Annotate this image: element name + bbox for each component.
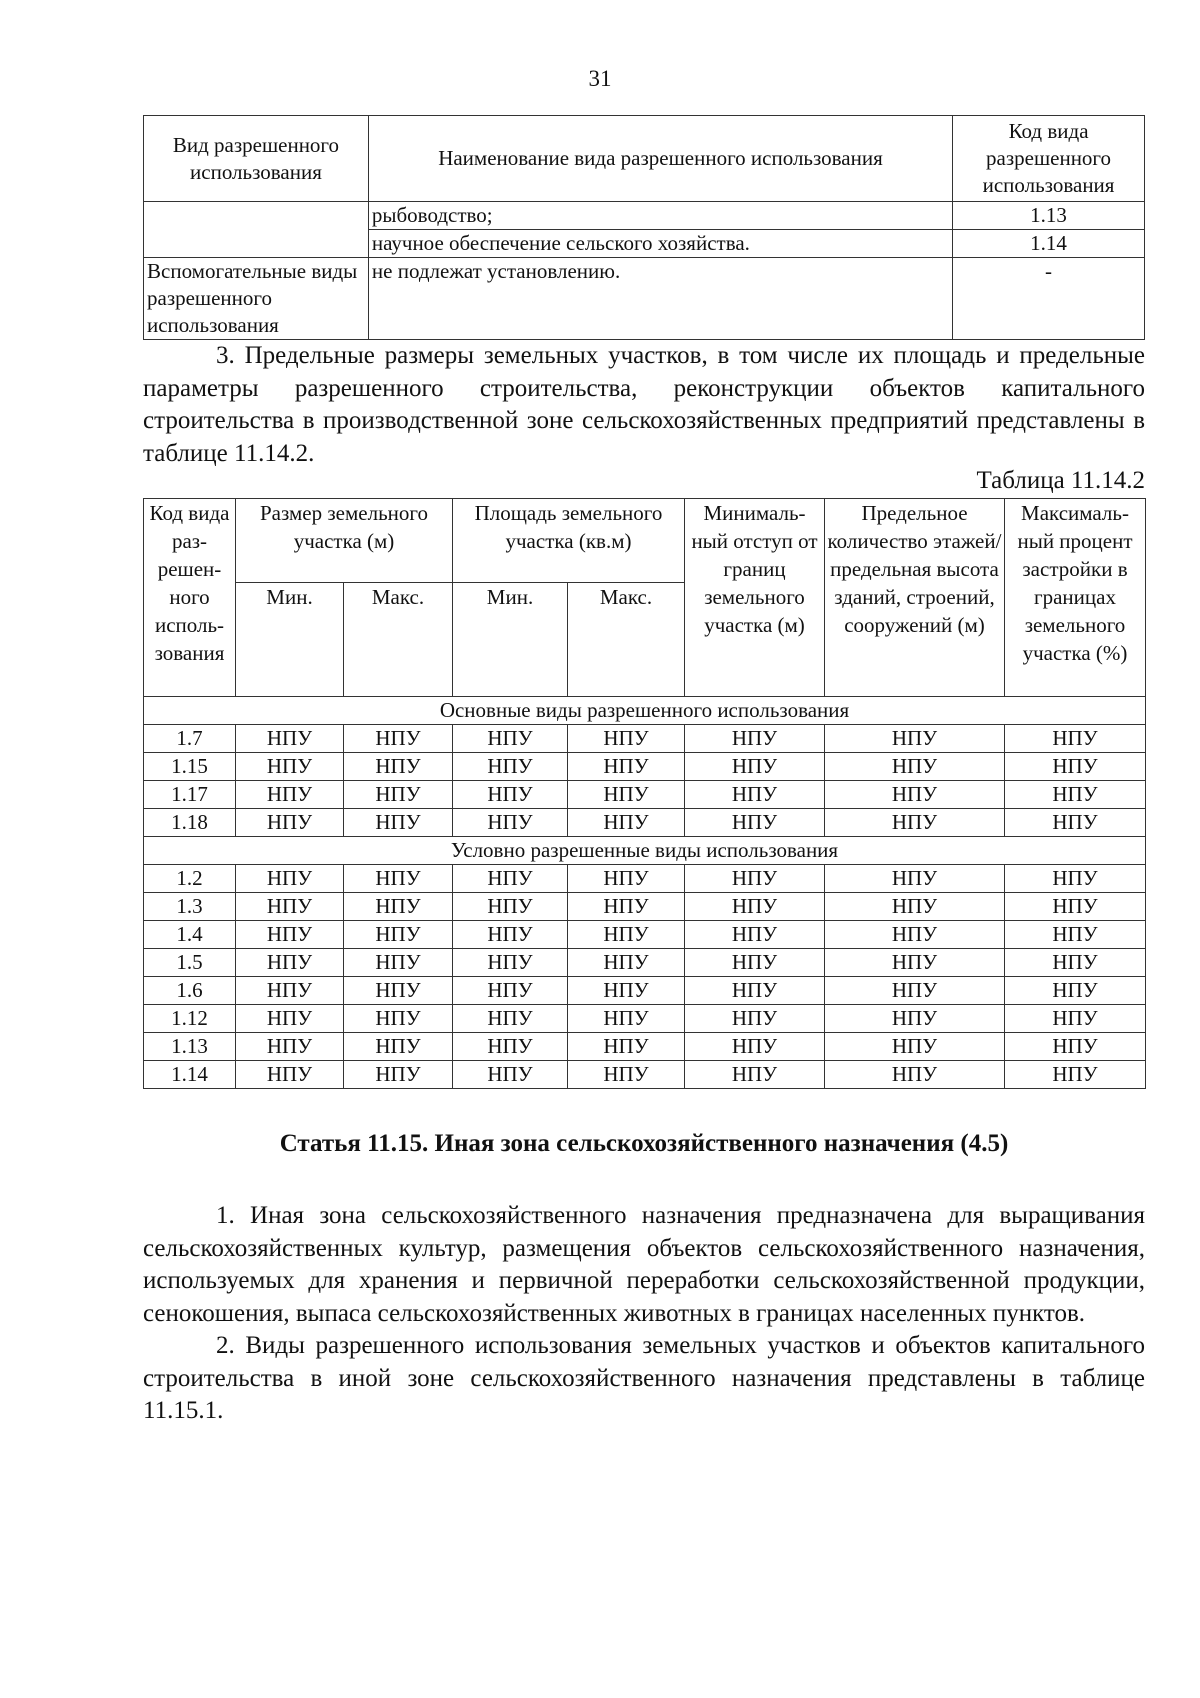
value-cell: НПУ	[1005, 809, 1146, 837]
value-cell: НПУ	[236, 809, 344, 837]
value-cell: НПУ	[1005, 865, 1146, 893]
table-row	[144, 921, 1146, 949]
value-cell: НПУ	[453, 1005, 568, 1033]
code-cell: 1.5	[144, 949, 236, 977]
value-cell: НПУ	[453, 781, 568, 809]
paragraph-3: 3. Предельные размеры земельных участков, в том числе их площадь и предельные параметры разрешенного строительства, реконструкции объектов капитального строительства в производственной зоне сельскохозяйственных предприятий представлены в таблице 11.14.2.	[143, 342, 1145, 467]
value-cell: НПУ	[453, 1033, 568, 1061]
value-cell: НПУ	[1005, 753, 1146, 781]
header-coverage: Максималь- ный процент застройки в границах земельного участка (%)	[1005, 499, 1146, 697]
use-name-cell: рыбоводство;	[368, 202, 952, 230]
value-cell: НПУ	[825, 977, 1005, 1005]
value-cell: НПУ	[568, 753, 685, 781]
value-cell: НПУ	[344, 1061, 453, 1089]
code-cell: 1.2	[144, 865, 236, 893]
value-cell: НПУ	[344, 1033, 453, 1061]
value-cell: НПУ	[568, 1005, 685, 1033]
table-row	[144, 1005, 1146, 1033]
value-cell: НПУ	[825, 1005, 1005, 1033]
article-text	[143, 1200, 1145, 1428]
use-code-cell: -	[953, 258, 1145, 340]
code-cell: 1.6	[144, 977, 236, 1005]
use-code-cell: 1.13	[953, 202, 1145, 230]
value-cell: НПУ	[685, 809, 825, 837]
value-cell: НПУ	[685, 1005, 825, 1033]
code-cell: 1.18	[144, 809, 236, 837]
value-cell: НПУ	[685, 1033, 825, 1061]
table-row	[144, 977, 1146, 1005]
value-cell: НПУ	[236, 1005, 344, 1033]
header-code: Код вида раз- решен- ного исполь- зования	[144, 499, 236, 697]
code-cell: 1.15	[144, 753, 236, 781]
table-row	[144, 258, 1145, 340]
table-row	[144, 865, 1146, 893]
value-cell: НПУ	[453, 977, 568, 1005]
value-cell: НПУ	[568, 977, 685, 1005]
use-kind-cell: Вспомогательные виды разрешенного использования	[144, 258, 369, 340]
value-cell: НПУ	[344, 781, 453, 809]
value-cell: НПУ	[236, 893, 344, 921]
value-cell: НПУ	[1005, 781, 1146, 809]
value-cell: НПУ	[236, 781, 344, 809]
value-cell: НПУ	[1005, 1061, 1146, 1089]
value-cell: НПУ	[236, 753, 344, 781]
value-cell: НПУ	[453, 865, 568, 893]
value-cell: НПУ	[568, 781, 685, 809]
code-cell: 1.17	[144, 781, 236, 809]
value-cell: НПУ	[1005, 977, 1146, 1005]
code-cell: 1.4	[144, 921, 236, 949]
value-cell: НПУ	[344, 921, 453, 949]
table-row	[144, 1033, 1146, 1061]
header-use-name: Наименование вида разрешенного использования	[368, 116, 952, 202]
value-cell: НПУ	[1005, 1005, 1146, 1033]
value-cell: НПУ	[344, 977, 453, 1005]
value-cell: НПУ	[236, 977, 344, 1005]
value-cell: НПУ	[825, 809, 1005, 837]
header-floors: Предельное количество этажей/ предельная высота зданий, строений, сооружений (м)	[825, 499, 1005, 697]
value-cell: НПУ	[825, 1033, 1005, 1061]
value-cell: НПУ	[1005, 725, 1146, 753]
value-cell: НПУ	[453, 1061, 568, 1089]
value-cell: НПУ	[236, 949, 344, 977]
value-cell: НПУ	[1005, 1033, 1146, 1061]
value-cell: НПУ	[344, 1005, 453, 1033]
header-size-max: Макс.	[344, 583, 453, 697]
table-row	[144, 781, 1146, 809]
value-cell: НПУ	[236, 921, 344, 949]
table-caption: Таблица 11.14.2	[976, 467, 1145, 494]
value-cell: НПУ	[236, 1061, 344, 1089]
value-cell: НПУ	[685, 1061, 825, 1089]
value-cell: НПУ	[568, 949, 685, 977]
header-area-min: Мин.	[453, 583, 568, 697]
code-cell: 1.7	[144, 725, 236, 753]
value-cell: НПУ	[568, 893, 685, 921]
table-row	[144, 893, 1146, 921]
value-cell: НПУ	[1005, 949, 1146, 977]
value-cell: НПУ	[344, 725, 453, 753]
value-cell: НПУ	[453, 753, 568, 781]
value-cell: НПУ	[453, 949, 568, 977]
value-cell: НПУ	[344, 865, 453, 893]
section-main: Основные виды разрешенного использования	[144, 697, 1146, 725]
table-row	[144, 949, 1146, 977]
value-cell: НПУ	[825, 949, 1005, 977]
header-use-kind: Вид разрешенного использования	[144, 116, 369, 202]
value-cell: НПУ	[453, 725, 568, 753]
value-cell: НПУ	[825, 1061, 1005, 1089]
value-cell: НПУ	[685, 977, 825, 1005]
table-row	[144, 809, 1146, 837]
value-cell: НПУ	[568, 809, 685, 837]
value-cell: НПУ	[453, 921, 568, 949]
value-cell: НПУ	[568, 1061, 685, 1089]
code-cell: 1.3	[144, 893, 236, 921]
value-cell: НПУ	[685, 781, 825, 809]
value-cell: НПУ	[825, 865, 1005, 893]
value-cell: НПУ	[568, 1033, 685, 1061]
use-code-cell: 1.14	[953, 230, 1145, 258]
value-cell: НПУ	[236, 1033, 344, 1061]
value-cell: НПУ	[568, 725, 685, 753]
value-cell: НПУ	[825, 725, 1005, 753]
value-cell: НПУ	[568, 921, 685, 949]
value-cell: НПУ	[685, 725, 825, 753]
article-paragraph-1: 1. Иная зона сельскохозяйственного назначения предназначена для выращивания сельскохозяйственных культур, размещения объектов сельскохозяйственного назначения, используемых для хранения и первичной переработки сельскохозяйственной продукции, сенокошения, выпаса сельскохозяйственных животных в границах населенных пунктов.	[143, 1202, 1145, 1327]
header-setback: Минималь- ный отступ от границ земельного участка (м)	[685, 499, 825, 697]
value-cell: НПУ	[236, 725, 344, 753]
value-cell: НПУ	[344, 893, 453, 921]
use-name-cell: научное обеспечение сельского хозяйства.	[368, 230, 952, 258]
limits-table	[143, 498, 1146, 1089]
header-use-code: Код вида разрешенного использования	[953, 116, 1145, 202]
code-cell: 1.14	[144, 1061, 236, 1089]
value-cell: НПУ	[1005, 893, 1146, 921]
value-cell: НПУ	[568, 865, 685, 893]
value-cell: НПУ	[825, 893, 1005, 921]
value-cell: НПУ	[1005, 921, 1146, 949]
value-cell: НПУ	[685, 949, 825, 977]
code-cell: 1.12	[144, 1005, 236, 1033]
section-conditional: Условно разрешенные виды использования	[144, 837, 1146, 865]
header-area: Площадь земельного участка (кв.м)	[453, 499, 685, 583]
header-area-max: Макс.	[568, 583, 685, 697]
header-size: Размер земельного участка (м)	[236, 499, 453, 583]
value-cell: НПУ	[685, 921, 825, 949]
value-cell: НПУ	[344, 809, 453, 837]
table-row	[144, 1061, 1146, 1089]
code-cell: 1.13	[144, 1033, 236, 1061]
value-cell: НПУ	[825, 753, 1005, 781]
table-row	[144, 202, 1145, 230]
value-cell: НПУ	[236, 865, 344, 893]
value-cell: НПУ	[685, 753, 825, 781]
permitted-use-table	[143, 115, 1145, 340]
value-cell: НПУ	[344, 949, 453, 977]
value-cell: НПУ	[685, 893, 825, 921]
value-cell: НПУ	[825, 921, 1005, 949]
value-cell: НПУ	[453, 893, 568, 921]
article-paragraph-2: 2. Виды разрешенного использования земельных участков и объектов капитального строительства в иной зоне сельскохозяйственного назначения представлены в таблице 11.15.1.	[143, 1332, 1145, 1424]
page-number: 31	[588, 66, 612, 91]
value-cell: НПУ	[685, 865, 825, 893]
value-cell: НПУ	[453, 809, 568, 837]
header-size-min: Мин.	[236, 583, 344, 697]
article-heading: Статья 11.15. Иная зона сельскохозяйственного назначения (4.5)	[279, 1130, 1009, 1157]
value-cell: НПУ	[825, 781, 1005, 809]
table-row	[144, 725, 1146, 753]
use-name-cell: не подлежат установлению.	[368, 258, 952, 340]
value-cell: НПУ	[344, 753, 453, 781]
table-row	[144, 753, 1146, 781]
